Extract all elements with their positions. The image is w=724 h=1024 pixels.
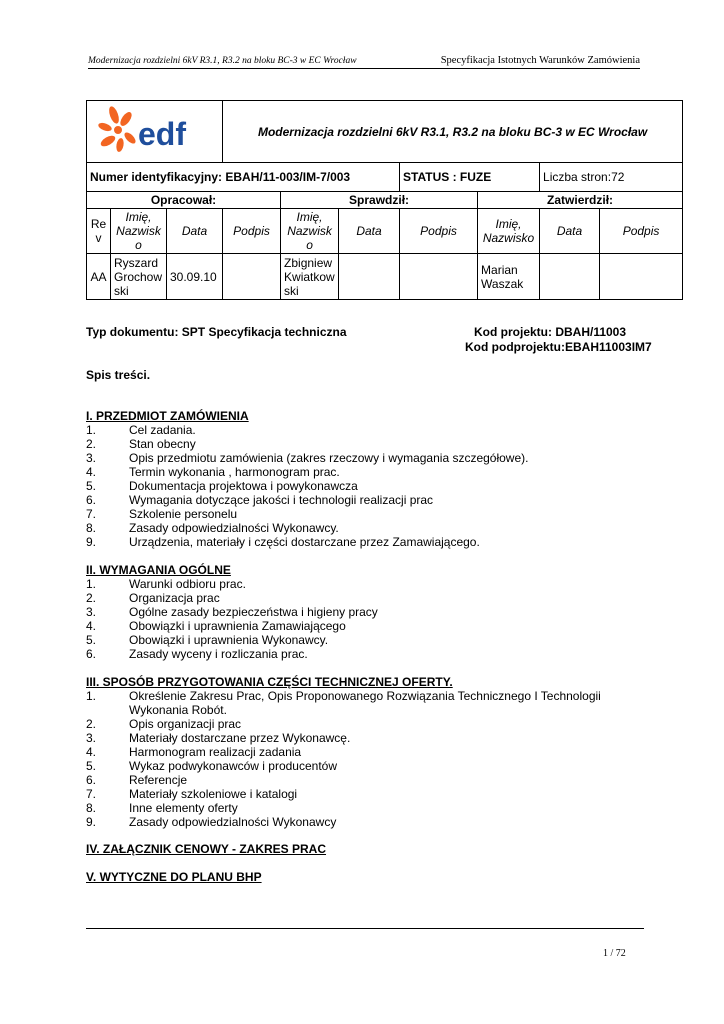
col-date-a: Data <box>167 209 223 254</box>
col-sign-b: Podpis <box>400 209 478 254</box>
header-left: Modernizacja rozdzielni 6kV R3.1, R3.2 na bloku BC-3 w EC Wrocław <box>88 56 357 66</box>
list-item-number: 1. <box>86 689 97 703</box>
section-1-items <box>86 423 646 549</box>
col-date-b: Data <box>339 209 400 254</box>
list-item <box>86 535 646 549</box>
list-item <box>86 451 646 465</box>
footer-divider <box>86 928 644 929</box>
list-item <box>86 507 646 521</box>
list-item-text: Materiały szkoleniowe i katalogi <box>129 787 298 801</box>
sign-c-value <box>600 254 683 300</box>
section-1-heading: I. PRZEDMIOT ZAMÓWIENIA <box>86 409 249 423</box>
list-item-number: 6. <box>86 773 97 787</box>
list-item-text: Materiały dostarczane przez Wykonawcę. <box>129 731 351 745</box>
list-item-number: 2. <box>86 437 97 451</box>
list-item-number: 8. <box>86 801 97 815</box>
document-type: Typ dokumentu: SPT Specyfikacja techniczna <box>86 325 347 339</box>
list-item-number: 6. <box>86 647 97 661</box>
sign-a-value <box>223 254 281 300</box>
section-2 <box>86 563 646 661</box>
list-item <box>86 745 646 759</box>
list-item-text: Urządzenia, materiały i części dostarczane przez Zamawiającego. <box>129 535 480 549</box>
list-item-number: 1. <box>86 577 97 591</box>
list-item <box>86 773 646 787</box>
list-item <box>86 493 646 507</box>
id-number: Numer identyfikacyjny: EBAH/11-003/IM-7/003 <box>87 163 400 192</box>
list-item-number: 4. <box>86 619 97 633</box>
list-item-text: Obowiązki i uprawnienia Zamawiającego <box>129 619 346 633</box>
col-date-c: Data <box>540 209 600 254</box>
section-2-heading: II. WYMAGANIA OGÓLNE <box>86 563 231 577</box>
list-item-number: 3. <box>86 731 97 745</box>
list-item-text: Zasady wyceny i rozliczania prac. <box>129 647 308 661</box>
list-item-text: Cel zadania. <box>129 423 196 437</box>
list-item-number: 5. <box>86 479 97 493</box>
section-3-items <box>86 689 646 829</box>
list-item-number: 2. <box>86 717 97 731</box>
list-item <box>86 633 646 647</box>
list-item <box>86 591 646 605</box>
list-item-text: Określenie Zakresu Prac, Opis Proponowanego Rozwiązania Technicznego I Technologii <box>129 689 601 703</box>
list-item <box>86 689 646 703</box>
list-item-text: Opis organizacji prac <box>129 717 242 731</box>
status: STATUS : FUZE <box>400 163 540 192</box>
col-name-c: Imię, Nazwisko <box>478 209 540 254</box>
name-a-value: Ryszard Grochow ski <box>111 254 167 300</box>
date-b-value <box>339 254 400 300</box>
list-item <box>86 521 646 535</box>
list-item-text: Warunki odbioru prac. <box>129 577 246 591</box>
date-c-value <box>540 254 600 300</box>
list-item-text: Zasady odpowiedzialności Wykonawcy <box>129 815 337 829</box>
list-item-text: Ogólne zasady bezpieczeństwa i higieny pracy <box>129 605 378 619</box>
list-item <box>86 647 646 661</box>
sign-b-value <box>400 254 478 300</box>
edf-logo <box>96 105 214 155</box>
list-item-text: Dokumentacja projektowa i powykonawcza <box>129 479 358 493</box>
list-item <box>86 577 646 591</box>
list-item <box>86 815 646 829</box>
list-item <box>86 731 646 745</box>
list-item <box>86 479 646 493</box>
header-right: Specyfikacja Istotnych Warunków Zamówienia <box>440 55 640 66</box>
list-item <box>86 703 646 717</box>
list-item-number: 5. <box>86 759 97 773</box>
list-item-number: 3. <box>86 605 97 619</box>
name-c-value: Marian Waszak <box>478 254 540 300</box>
section-3-heading: III. SPOSÓB PRZYGOTOWANIA CZĘŚCI TECHNICZNEJ OFERTY. <box>86 675 453 689</box>
list-item-text: Obowiązki i uprawnienia Wykonawcy. <box>129 633 329 647</box>
list-item-number: 7. <box>86 507 97 521</box>
prepared-label: Opracował: <box>87 192 281 209</box>
checked-label: Sprawdził: <box>281 192 478 209</box>
rev-value: AA <box>87 254 111 300</box>
document-info-table <box>86 100 683 300</box>
list-item-number: 8. <box>86 521 97 535</box>
page-count: Liczba stron:72 <box>540 163 683 192</box>
section-2-items <box>86 577 646 661</box>
list-item-number: 9. <box>86 535 97 549</box>
col-sign-c: Podpis <box>600 209 683 254</box>
list-item-text: Termin wykonania , harmonogram prac. <box>129 465 340 479</box>
page-number: 1 / 72 <box>603 948 626 959</box>
list-item-number: 7. <box>86 787 97 801</box>
toc-title: Spis treści. <box>86 368 151 382</box>
list-item-number: 2. <box>86 591 97 605</box>
approved-label: Zatwierdził: <box>478 192 683 209</box>
col-name-a: Imię, Nazwisk o <box>111 209 167 254</box>
list-item-number: 3. <box>86 451 97 465</box>
list-item <box>86 605 646 619</box>
col-name-b: Imię, Nazwisk o <box>281 209 339 254</box>
list-item-number: 4. <box>86 745 97 759</box>
list-item-text: Opis przedmiotu zamówienia (zakres rzeczowy i wymagania szczegółowe). <box>129 451 529 465</box>
list-item-text: Szkolenie personelu <box>129 507 238 521</box>
list-item-text: Harmonogram realizacji zadania <box>129 745 302 759</box>
page-header <box>88 56 640 69</box>
list-item-number: 9. <box>86 815 97 829</box>
name-b-value: Zbigniew Kwiatkow ski <box>281 254 339 300</box>
section-3 <box>86 675 646 829</box>
list-item-number: 5. <box>86 633 97 647</box>
col-rev: Re v <box>87 209 111 254</box>
list-item-number: 1. <box>86 423 97 437</box>
logo-text: edf <box>137 116 186 152</box>
logo-cell <box>87 101 223 163</box>
section-1 <box>86 409 646 549</box>
project-code: Kod projektu: DBAH/11003 <box>474 325 627 339</box>
section-5-heading: V. WYTYCZNE DO PLANU BHP <box>86 870 262 884</box>
edf-sun-icon <box>97 105 137 152</box>
list-item <box>86 717 646 731</box>
document-title: Modernizacja rozdzielni 6kV R3.1, R3.2 na bloku BC-3 w EC Wrocław <box>223 101 683 163</box>
subproject-code: Kod podprojektu:EBAH11003IM7 <box>465 340 652 354</box>
date-a-value: 30.09.10 <box>167 254 223 300</box>
list-item <box>86 423 646 437</box>
list-item-text: Zasady odpowiedzialności Wykonawcy. <box>129 521 339 535</box>
list-item-text: Organizacja prac <box>129 591 220 605</box>
list-item-text: Referencje <box>129 773 188 787</box>
list-item-number: 6. <box>86 493 97 507</box>
list-item-text: Inne elementy oferty <box>129 801 238 815</box>
list-item-text: Wymagania dotyczące jakości i technologii realizacji prac <box>129 493 434 507</box>
list-item <box>86 801 646 815</box>
list-item-text: Stan obecny <box>129 437 196 451</box>
list-item <box>86 619 646 633</box>
list-item <box>86 787 646 801</box>
col-sign-a: Podpis <box>223 209 281 254</box>
list-item <box>86 759 646 773</box>
list-item <box>86 437 646 451</box>
list-item-text: Wykaz podwykonawców i producentów <box>129 759 337 773</box>
list-item-text: Wykonania Robót. <box>129 703 227 717</box>
list-item <box>86 465 646 479</box>
list-item-number: 4. <box>86 465 97 479</box>
section-4-heading: IV. ZAŁĄCZNIK CENOWY - ZAKRES PRAC <box>86 842 327 856</box>
